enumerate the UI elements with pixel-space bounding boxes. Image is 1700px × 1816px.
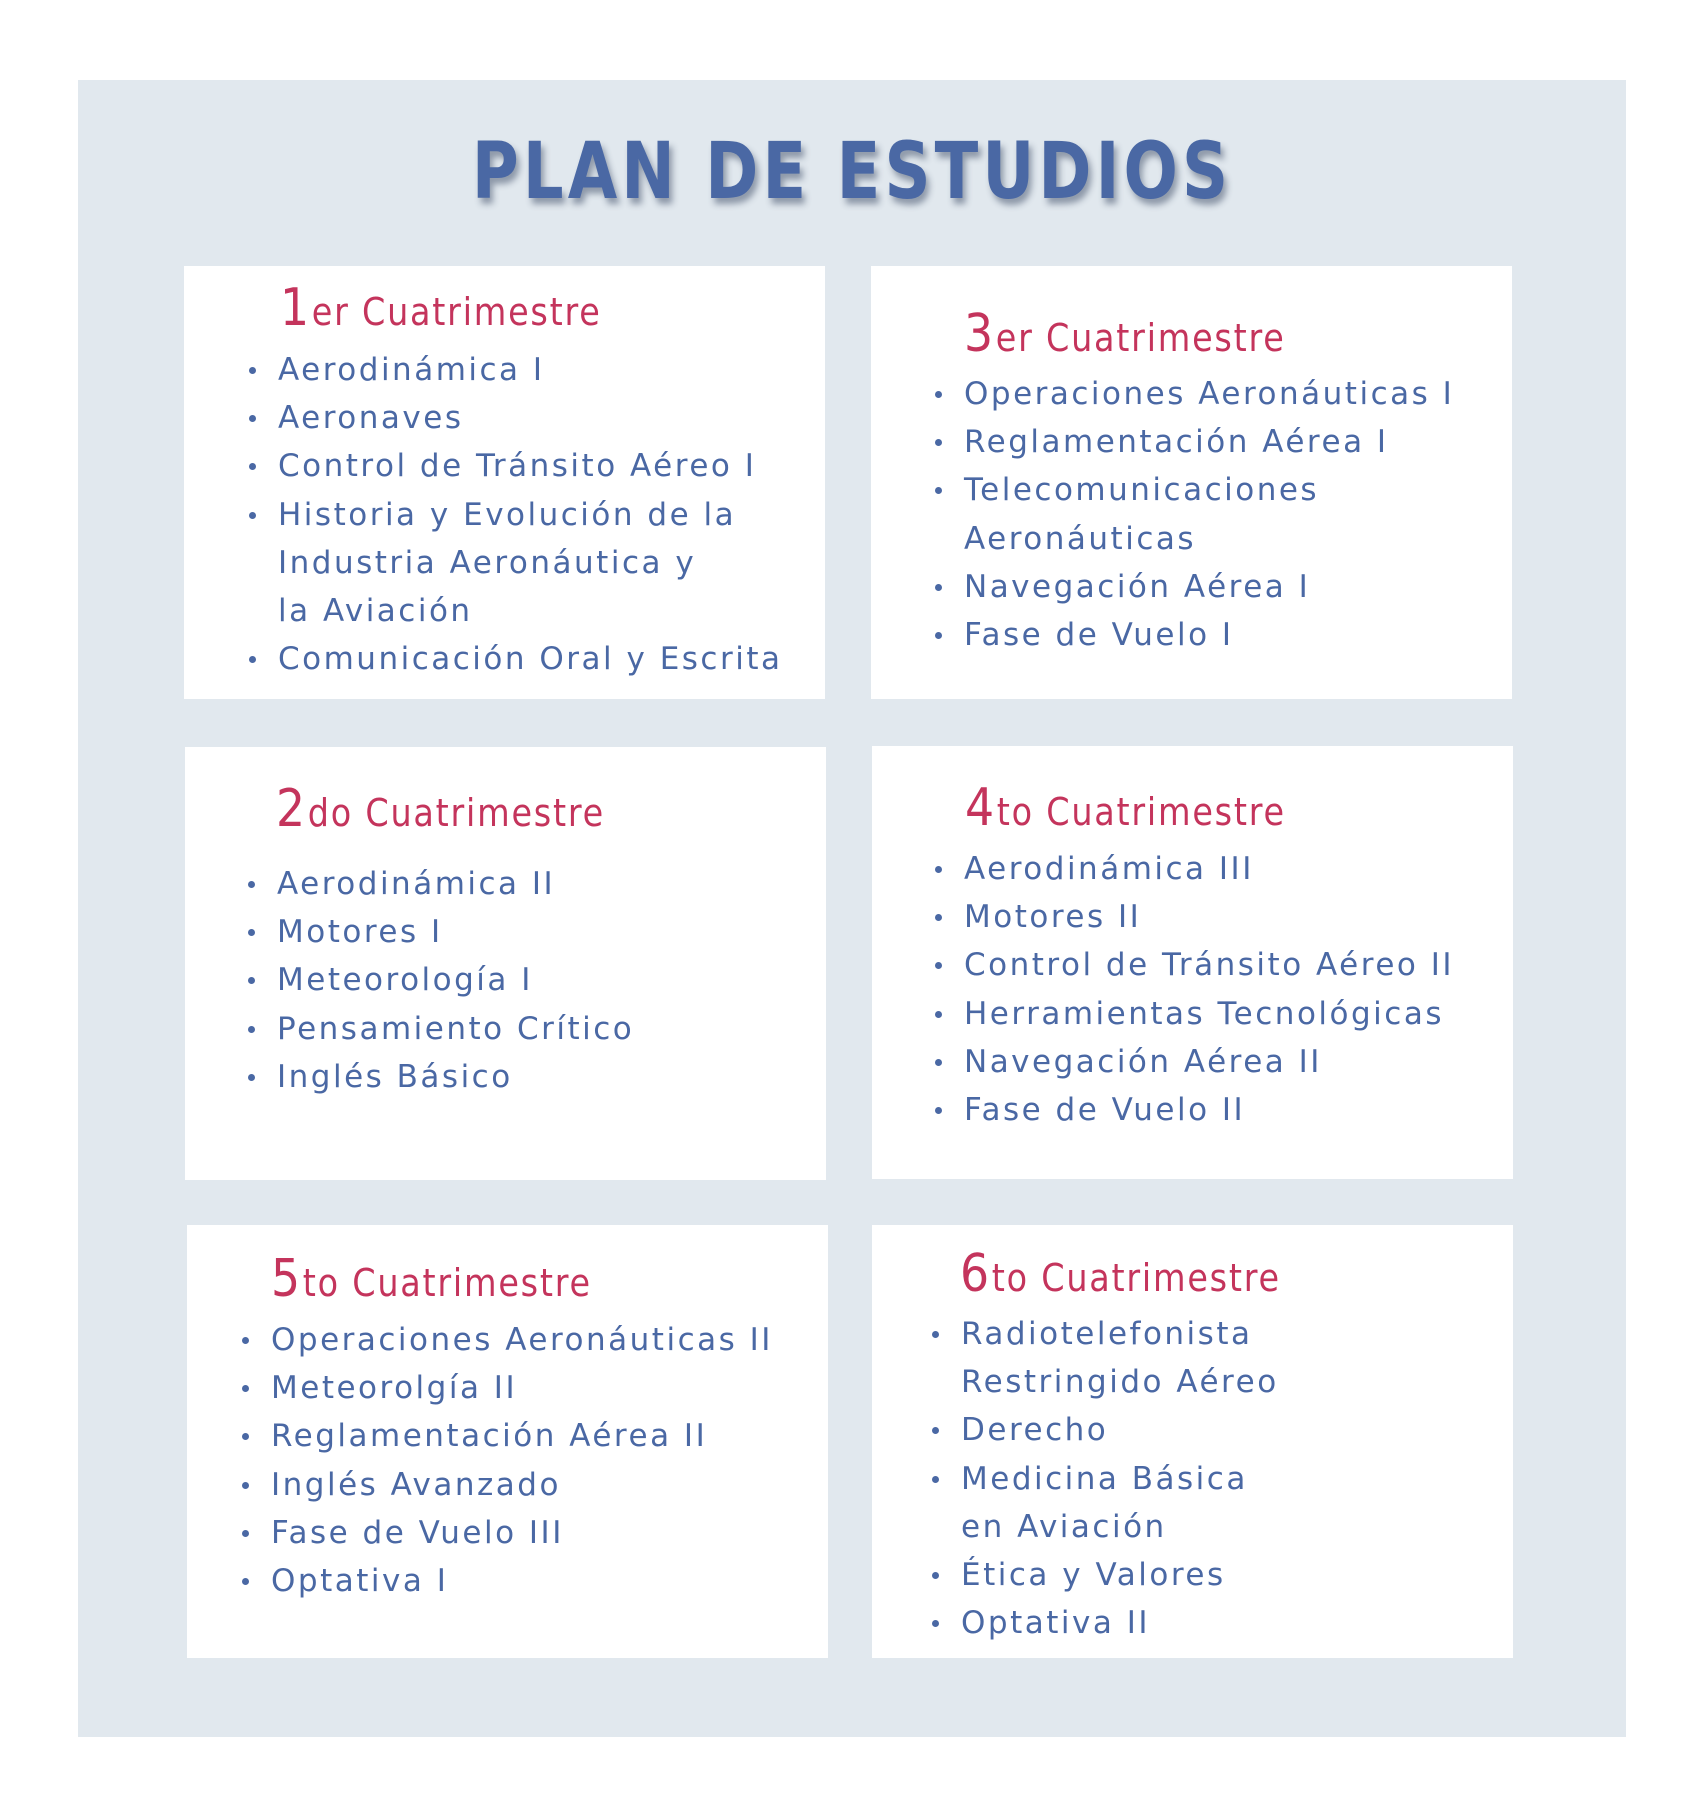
subject-item: [933, 563, 1454, 611]
subject-line: Navegación Aérea II: [964, 1043, 1322, 1080]
subject-line: Optativa II: [961, 1605, 1150, 1642]
subject-line: Aeronáuticas: [964, 520, 1197, 557]
subject-item: [240, 1316, 773, 1364]
subject-item: [933, 941, 1454, 989]
subject-line: en Aviación: [961, 1508, 1167, 1545]
subject-line: Navegación Aérea I: [964, 568, 1311, 605]
subject-item: [933, 1086, 1454, 1134]
subject-line: Fase de Vuelo III: [271, 1514, 564, 1551]
subject-list: [247, 346, 782, 683]
subject-line: Optativa I: [271, 1563, 449, 1600]
subject-item: [933, 370, 1454, 418]
semester-heading: [960, 1244, 1281, 1304]
semester-heading: [964, 304, 1286, 364]
subject-line: Reglamentación Aérea I: [964, 424, 1389, 461]
semester-number: 5: [271, 1249, 301, 1309]
subject-line: Aerodinámica I: [278, 352, 545, 388]
semester-label: do Cuatrimestre: [307, 791, 605, 835]
subject-item: [246, 908, 634, 956]
semester-card-2: [185, 747, 826, 1180]
subject-list: [246, 860, 634, 1101]
subject-line: Industria Aeronáutica y: [278, 544, 697, 581]
subject-line: Meteorolgía II: [271, 1370, 518, 1407]
subject-item: [930, 1310, 1279, 1406]
curriculum-panel: [78, 80, 1626, 1737]
subject-line: Historia y Evolución de la: [278, 496, 737, 533]
subject-line: Motores I: [277, 914, 443, 951]
subject-line: Control de Tránsito Aéreo I: [278, 448, 757, 485]
subject-item: [933, 466, 1454, 562]
subject-item: [933, 893, 1454, 941]
subject-item: [933, 990, 1454, 1038]
subject-line: Ética y Valores: [961, 1557, 1226, 1594]
subject-line: Motores II: [964, 899, 1142, 936]
subject-item: [247, 346, 782, 394]
subject-item: [933, 1038, 1454, 1086]
subject-item: [240, 1461, 773, 1509]
semester-label: er Cuatrimestre: [311, 290, 602, 334]
subject-line: Inglés Básico: [277, 1058, 513, 1095]
subject-list: [933, 370, 1454, 659]
semester-label: to Cuatrimestre: [996, 790, 1286, 834]
semester-card-5: [187, 1225, 828, 1658]
semester-number: 3: [964, 304, 994, 364]
subject-line: Radiotelefonista: [961, 1316, 1253, 1352]
subject-line: Reglamentación Aérea II: [271, 1418, 708, 1455]
subject-item: [246, 1053, 634, 1101]
semester-card-4: [872, 746, 1513, 1179]
subject-line: Operaciones Aeronáuticas II: [271, 1322, 773, 1358]
subject-item: [247, 394, 782, 442]
subject-item: [246, 956, 634, 1004]
subject-line: Fase de Vuelo I: [964, 617, 1234, 654]
subject-line: Meteorología I: [277, 962, 533, 999]
semester-label: to Cuatrimestre: [991, 1256, 1281, 1300]
semester-heading: [965, 778, 1286, 838]
semester-card-1: [184, 266, 825, 699]
page-title: PLAN DE ESTUDIOS: [471, 127, 1233, 217]
semester-label: er Cuatrimestre: [995, 316, 1286, 360]
subject-item: [930, 1551, 1279, 1599]
subject-item: [930, 1455, 1279, 1551]
semester-card-3: [871, 266, 1512, 699]
subject-item: [247, 442, 782, 490]
subject-line: Fase de Vuelo II: [964, 1092, 1246, 1129]
subject-line: Aeronaves: [278, 400, 464, 437]
subject-line: la Aviación: [278, 593, 473, 630]
subject-item: [933, 611, 1454, 659]
subject-item: [247, 635, 782, 683]
subject-item: [933, 418, 1454, 466]
subject-line: Herramientas Tecnológicas: [964, 995, 1444, 1032]
subject-item: [240, 1557, 773, 1605]
subject-line: Comunicación Oral y Escrita: [278, 641, 783, 678]
subject-line: Inglés Avanzado: [271, 1466, 561, 1503]
subject-item: [240, 1509, 773, 1557]
subject-line: Operaciones Aeronáuticas I: [964, 376, 1455, 412]
semester-number: 1: [280, 278, 310, 338]
subject-line: Derecho: [961, 1412, 1109, 1449]
subject-line: Pensamiento Crítico: [277, 1010, 635, 1047]
subject-list: [240, 1316, 773, 1605]
semester-heading: [276, 779, 605, 839]
semester-heading: [271, 1249, 592, 1309]
subject-item: [240, 1364, 773, 1412]
subject-item: [240, 1412, 773, 1460]
semester-label: to Cuatrimestre: [302, 1261, 592, 1305]
semester-number: 2: [276, 779, 306, 839]
subject-line: Aerodinámica III: [964, 851, 1254, 887]
subject-item: [930, 1406, 1279, 1454]
semester-number: 6: [960, 1244, 990, 1304]
subject-list: [930, 1310, 1279, 1647]
subject-line: Restringido Aéreo: [961, 1364, 1279, 1401]
subject-line: Telecomunicaciones: [964, 472, 1320, 509]
subject-line: Medicina Básica: [961, 1460, 1248, 1497]
subject-item: [246, 1005, 634, 1053]
semester-card-6: [872, 1225, 1513, 1658]
subject-line: Aerodinámica II: [277, 866, 556, 902]
subject-item: [930, 1599, 1279, 1647]
subject-list: [933, 845, 1454, 1134]
subject-item: [933, 845, 1454, 893]
semester-heading: [280, 278, 602, 338]
subject-item: [247, 491, 782, 636]
subject-item: [246, 860, 634, 908]
subject-line: Control de Tránsito Aéreo II: [964, 947, 1454, 984]
semester-number: 4: [965, 778, 995, 838]
